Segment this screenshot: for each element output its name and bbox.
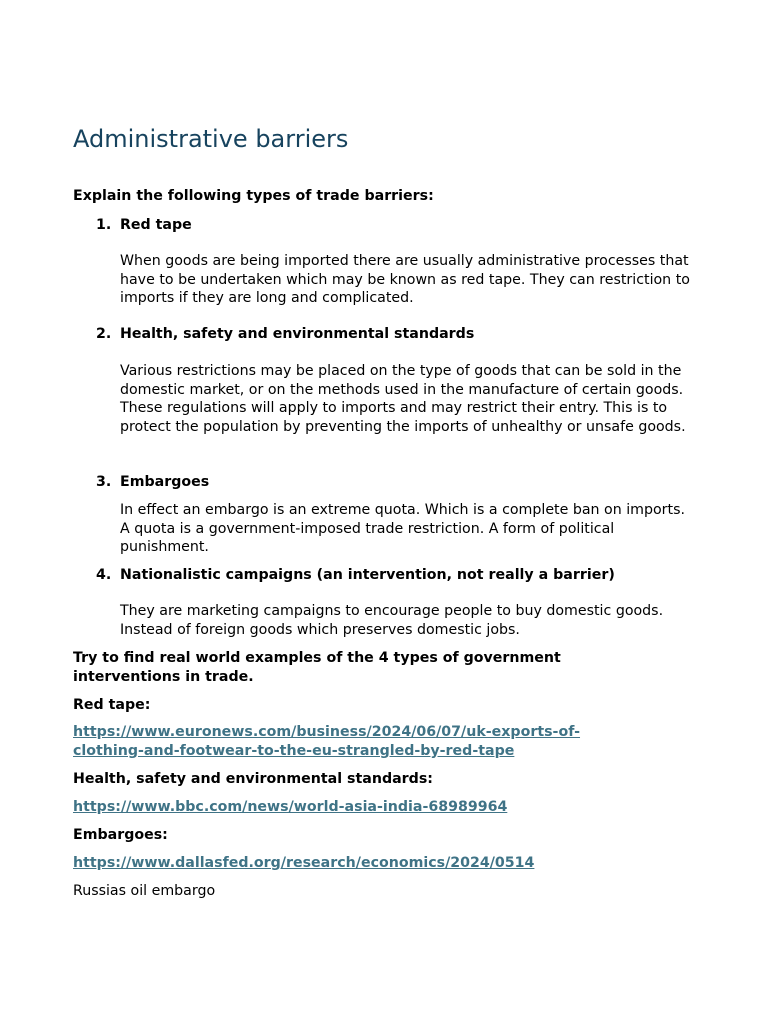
item-body: Various restrictions may be placed on the type of goods that can be sold in the domestic market, or on the methods used in the manufacture of certain goods. These regulations will apply to imports and may restrict their entry. This is to protect the population by preventing the imports of unhealthy or unsafe goods. (120, 363, 686, 435)
health-standards-label: Health, safety and environmental standards: (73, 771, 433, 787)
item-number: 2. (96, 326, 112, 342)
health-standards-link[interactable]: https://www.bbc.com/news/world-asia-india-68989964 (73, 799, 508, 815)
page-title: Administrative barriers (73, 125, 349, 153)
item-title: Embargoes (120, 474, 210, 490)
examples-prompt: Try to find real world examples of the 4 types of government interventions in trade. (73, 650, 561, 685)
embargoes-note: Russias oil embargo (73, 883, 216, 899)
embargoes-link[interactable]: https://www.dallasfed.org/research/economics/2024/0514 (73, 855, 535, 871)
item-body: They are marketing campaigns to encourage people to buy domestic goods. Instead of foreign goods which preserves domestic jobs. (120, 603, 664, 638)
item-number: 1. (96, 217, 112, 233)
item-title: Nationalistic campaigns (an intervention, not really a barrier) (120, 567, 615, 583)
item-title: Red tape (120, 217, 192, 233)
item-title: Health, safety and environmental standards (120, 326, 475, 342)
item-body: In effect an embargo is an extreme quota. Which is a complete ban on imports. A quota is a government-imposed trade restriction. A form of political punishment. (120, 502, 685, 556)
embargoes-label: Embargoes: (73, 827, 168, 843)
red-tape-link[interactable]: https://www.euronews.com/business/2024/06/07/uk-exports-of-clothing-and-footwear-to-the-eu-strangled-by-red-tape (73, 724, 581, 759)
item-number: 3. (96, 474, 112, 490)
red-tape-label: Red tape: (73, 697, 151, 713)
item-number: 4. (96, 567, 112, 583)
item-body: When goods are being imported there are usually administrative processes that have to be undertaken which may be known as red tape. They can restriction to imports if they are long and complicated. (120, 253, 690, 307)
prompt-heading: Explain the following types of trade barriers: (73, 188, 434, 204)
